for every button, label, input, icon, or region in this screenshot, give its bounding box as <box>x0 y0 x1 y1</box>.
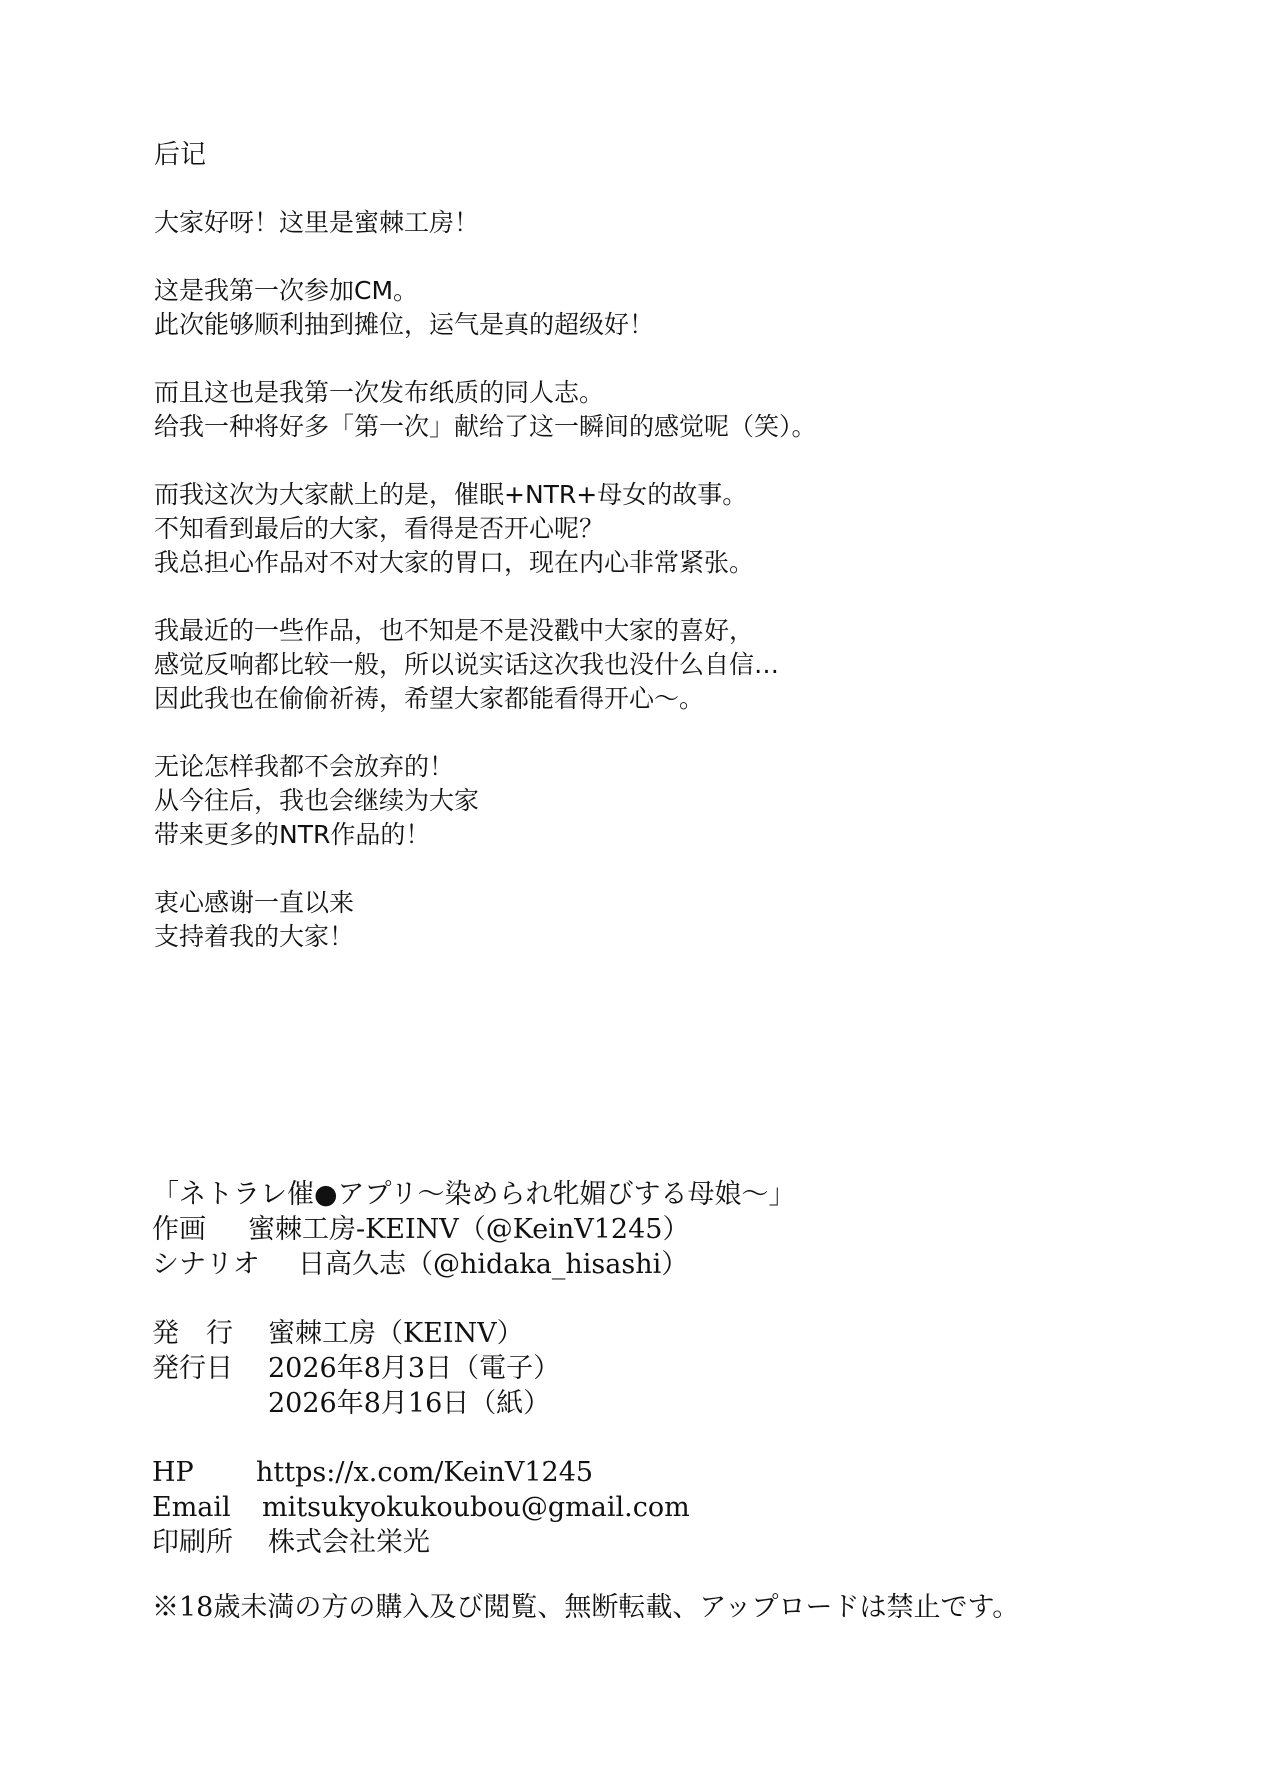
art-label: 作画 <box>152 1214 206 1245</box>
colophon-art-row <box>152 1212 1232 1247</box>
afterword-line: 给我一种将好多「第一次」献给了这一瞬间的感觉呢（笑）。 <box>154 412 817 441</box>
afterword-line: 支持着我的大家！ <box>154 922 355 951</box>
colophon-publisher-row <box>152 1316 1232 1351</box>
email-value: mitsukyokukoubou@gmail.com <box>262 1492 690 1523</box>
afterword-line: 大家好呀！这里是蜜棘工房！ <box>154 208 480 237</box>
afterword-paragraph-4 <box>154 478 1154 580</box>
publisher-label: 発 行 <box>152 1318 233 1349</box>
afterword-line: 而我这次为大家献上的是，催眠+NTR+母女的故事。 <box>154 480 748 509</box>
afterword-paragraph-5 <box>154 614 1154 716</box>
colophon-section <box>152 1177 1232 1625</box>
colophon-date-row <box>152 1351 1232 1386</box>
colophon-email-row <box>152 1490 1232 1525</box>
afterword-paragraph-6 <box>154 750 1154 852</box>
afterword-line: 衷心感谢一直以来 <box>154 888 355 917</box>
afterword-line: 这是我第一次参加CM。 <box>154 276 419 305</box>
afterword-line: 无论怎样我都不会放弃的！ <box>154 752 455 781</box>
email-label: Email <box>152 1492 231 1523</box>
afterword-paragraph-7 <box>154 886 1154 954</box>
hp-label: HP <box>152 1457 194 1488</box>
afterword-line: 此次能够顺利抽到摊位，运气是真的超级好！ <box>154 310 655 339</box>
printer-value: 株式会社栄光 <box>268 1527 430 1558</box>
colophon-hp-row <box>152 1455 1232 1490</box>
afterword-line: 我最近的一些作品，也不知是不是没戳中大家的喜好， <box>154 616 755 645</box>
afterword-paragraph-2 <box>154 274 1154 342</box>
afterword-line: 感觉反响都比较一般，所以说实话这次我也没什么自信… <box>154 650 780 679</box>
colophon-date-print-row <box>152 1386 1232 1421</box>
afterword-line: 因此我也在偷偷祈祷，希望大家都能看得开心～。 <box>154 684 705 713</box>
afterword-title: 后记 <box>154 140 207 170</box>
afterword-line: 而且这也是我第一次发布纸质的同人志。 <box>154 378 605 407</box>
age-restriction-notice: ※18歳未満の方の購入及び閲覧、無断転載、アップロードは禁止です。 <box>152 1592 1020 1623</box>
afterword-line: 从今往后，我也会继续为大家 <box>154 786 480 815</box>
afterword-section <box>154 138 1154 988</box>
scenario-label: シナリオ <box>152 1249 260 1280</box>
date-digital: 2026年8月3日（電子） <box>268 1353 561 1384</box>
afterword-line: 带来更多的NTR作品的！ <box>154 820 431 849</box>
colophon-book-title: 「ネトラレ催●アプリ～染められ牝媚びする母娘～」 <box>152 1179 796 1210</box>
colophon-scenario-row <box>152 1247 1232 1282</box>
scenario-value: 日高久志（@hidaka_hisashi） <box>298 1249 689 1280</box>
printer-label: 印刷所 <box>152 1527 233 1558</box>
afterword-line: 我总担心作品对不对大家的胃口，现在内心非常紧张。 <box>154 548 755 577</box>
afterword-line: 不知看到最后的大家，看得是否开心呢？ <box>154 514 605 543</box>
afterword-paragraph-1 <box>154 206 1154 240</box>
afterword-paragraph-3 <box>154 376 1154 444</box>
date-print: 2026年8月16日（紙） <box>268 1388 551 1419</box>
date-label: 発行日 <box>152 1353 233 1384</box>
hp-value: https://x.com/KeinV1245 <box>256 1457 594 1488</box>
art-value: 蜜棘工房-KEINV（@KeinV1245） <box>248 1214 690 1245</box>
publisher-value: 蜜棘工房（KEINV） <box>268 1318 524 1349</box>
colophon-printer-row <box>152 1525 1232 1560</box>
